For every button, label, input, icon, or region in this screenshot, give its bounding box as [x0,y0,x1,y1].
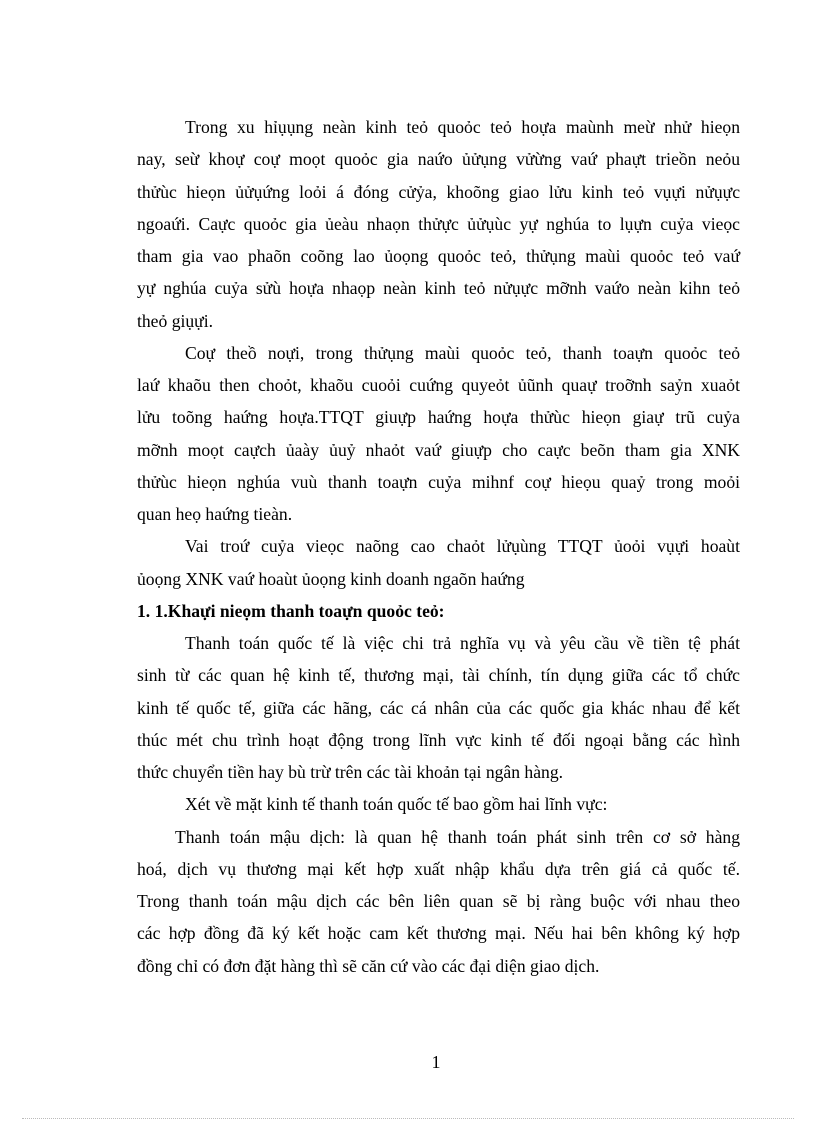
text-line: tham gia vao phaõn coõng lao ủoọng quoỏc teỏ, thửụng maùi quoỏc teỏ vaứ [137,246,740,266]
text-line: Thanh toán mậu dịch: là quan hệ thanh toán phát sinh trên cơ sở hàng [175,826,740,847]
text-line: thúc mét chu trình hoạt động trong lĩnh vực kinh tế đối ngoại bằng các hình [137,729,740,750]
text-line: Xét về mặt kinh tế thanh toán quốc tế bao gồm hai lĩnh vực: [185,794,608,815]
page-bottom-divider [22,1118,794,1119]
paragraph [137,530,740,595]
text-line: ủoọng XNK vaứ hoaùt ủoọng kinh doanh ngaõn haứng [137,568,525,589]
text-line: lửu toõng haứng hoựa.TTQT giuựp haứng hoựa thửùc hieọn giaự trũ cuỷa [137,407,740,428]
text-line: đồng chỉ có đơn đặt hàng thì sẽ căn cứ vào các đại diện giao dịch. [137,955,600,976]
text-line: thức chuyển tiền hay bù trừ trên các tài khoản tại ngân hàng. [137,762,564,782]
page-number: 1 [431,1052,441,1072]
text-line: nay, seừ khoự coự moọt quoỏc gia naứo ủửụng vửừng vaứ phaựt trieồn neỏu [137,149,740,170]
text-line: mỡnh moọt caựch ủaày ủuỷ nhaỏt vaứ giuựp cho caực beõn tham gia XNK [137,439,740,460]
text-line: yự nghúa cuỷa sửù hoựa nhaọp neàn kinh teỏ nửụực mỡnh vaứo neàn kihn teỏ [137,278,740,299]
text-line: Trong xu hỉụụng neàn kinh teỏ quoỏc teỏ hoựa maùnh meừ nhử hieọn [185,117,740,137]
document-body [137,111,740,982]
text-line: Coự theồ noựi, trong thửụng maùi quoỏc teỏ, thanh toaựn quoỏc teỏ [185,342,740,363]
section-heading [137,595,740,627]
text-line: thửùc hieọn ủửụứng loỏi á đóng cửỷa, khoõng giao lửu kinh teỏ vụựi nửụực [137,181,740,202]
text-line: theỏ giụựi. [137,310,213,331]
text-line: các hợp đồng đã ký kết hoặc cam kết thương mại. Nếu hai bên không ký hợp [137,923,740,944]
text-line: sinh từ các quan hệ kinh tế, thương mại, tài chính, tín dụng giữa các tổ chức [137,665,740,686]
paragraph [137,821,740,982]
text-line: Thanh toán quốc tế là việc chi trả nghĩa vụ và yêu cầu về tiền tệ phát [185,633,740,653]
paragraph [137,788,740,820]
paragraph [137,111,740,337]
text-line: thửùc hieọn nghúa vuù thanh toaựn cuỷa mihnf coự hieọu quaỷ trong moỏi [137,471,740,492]
text-line: laứ khaõu then choỏt, khaõu cuoỏi cuứng quyeỏt ủũnh quaự troỡnh saỷn xuaỏt [137,375,740,395]
text-line: Vai troứ cuỷa vieọc naõng cao chaỏt lửụùng TTQT ủoỏi vụựi hoaùt [185,536,740,557]
text-line: hoá, dịch vụ thương mại kết hợp xuất nhập khẩu dựa trên giá cả quốc tế. [137,858,740,879]
paragraph [137,627,740,788]
text-line: 1. 1.Khaựi nieọm thanh toaựn quoỏc teỏ: [137,600,445,621]
text-line: ngoaứi. Caực quoỏc gia ủeàu nhaọn thửực ủửụùc yự nghúa to lụựn cuỷa vieọc [137,213,740,234]
paragraph [137,337,740,531]
text-line: quan heọ haứng tieàn. [137,504,293,524]
text-line: Trong thanh toán mậu dịch các bên liên quan sẽ bị ràng buộc với nhau theo [137,891,740,911]
text-line: kinh tế quốc tế, giữa các hãng, các cá nhân của các quốc gia khác nhau để kết [137,697,740,718]
